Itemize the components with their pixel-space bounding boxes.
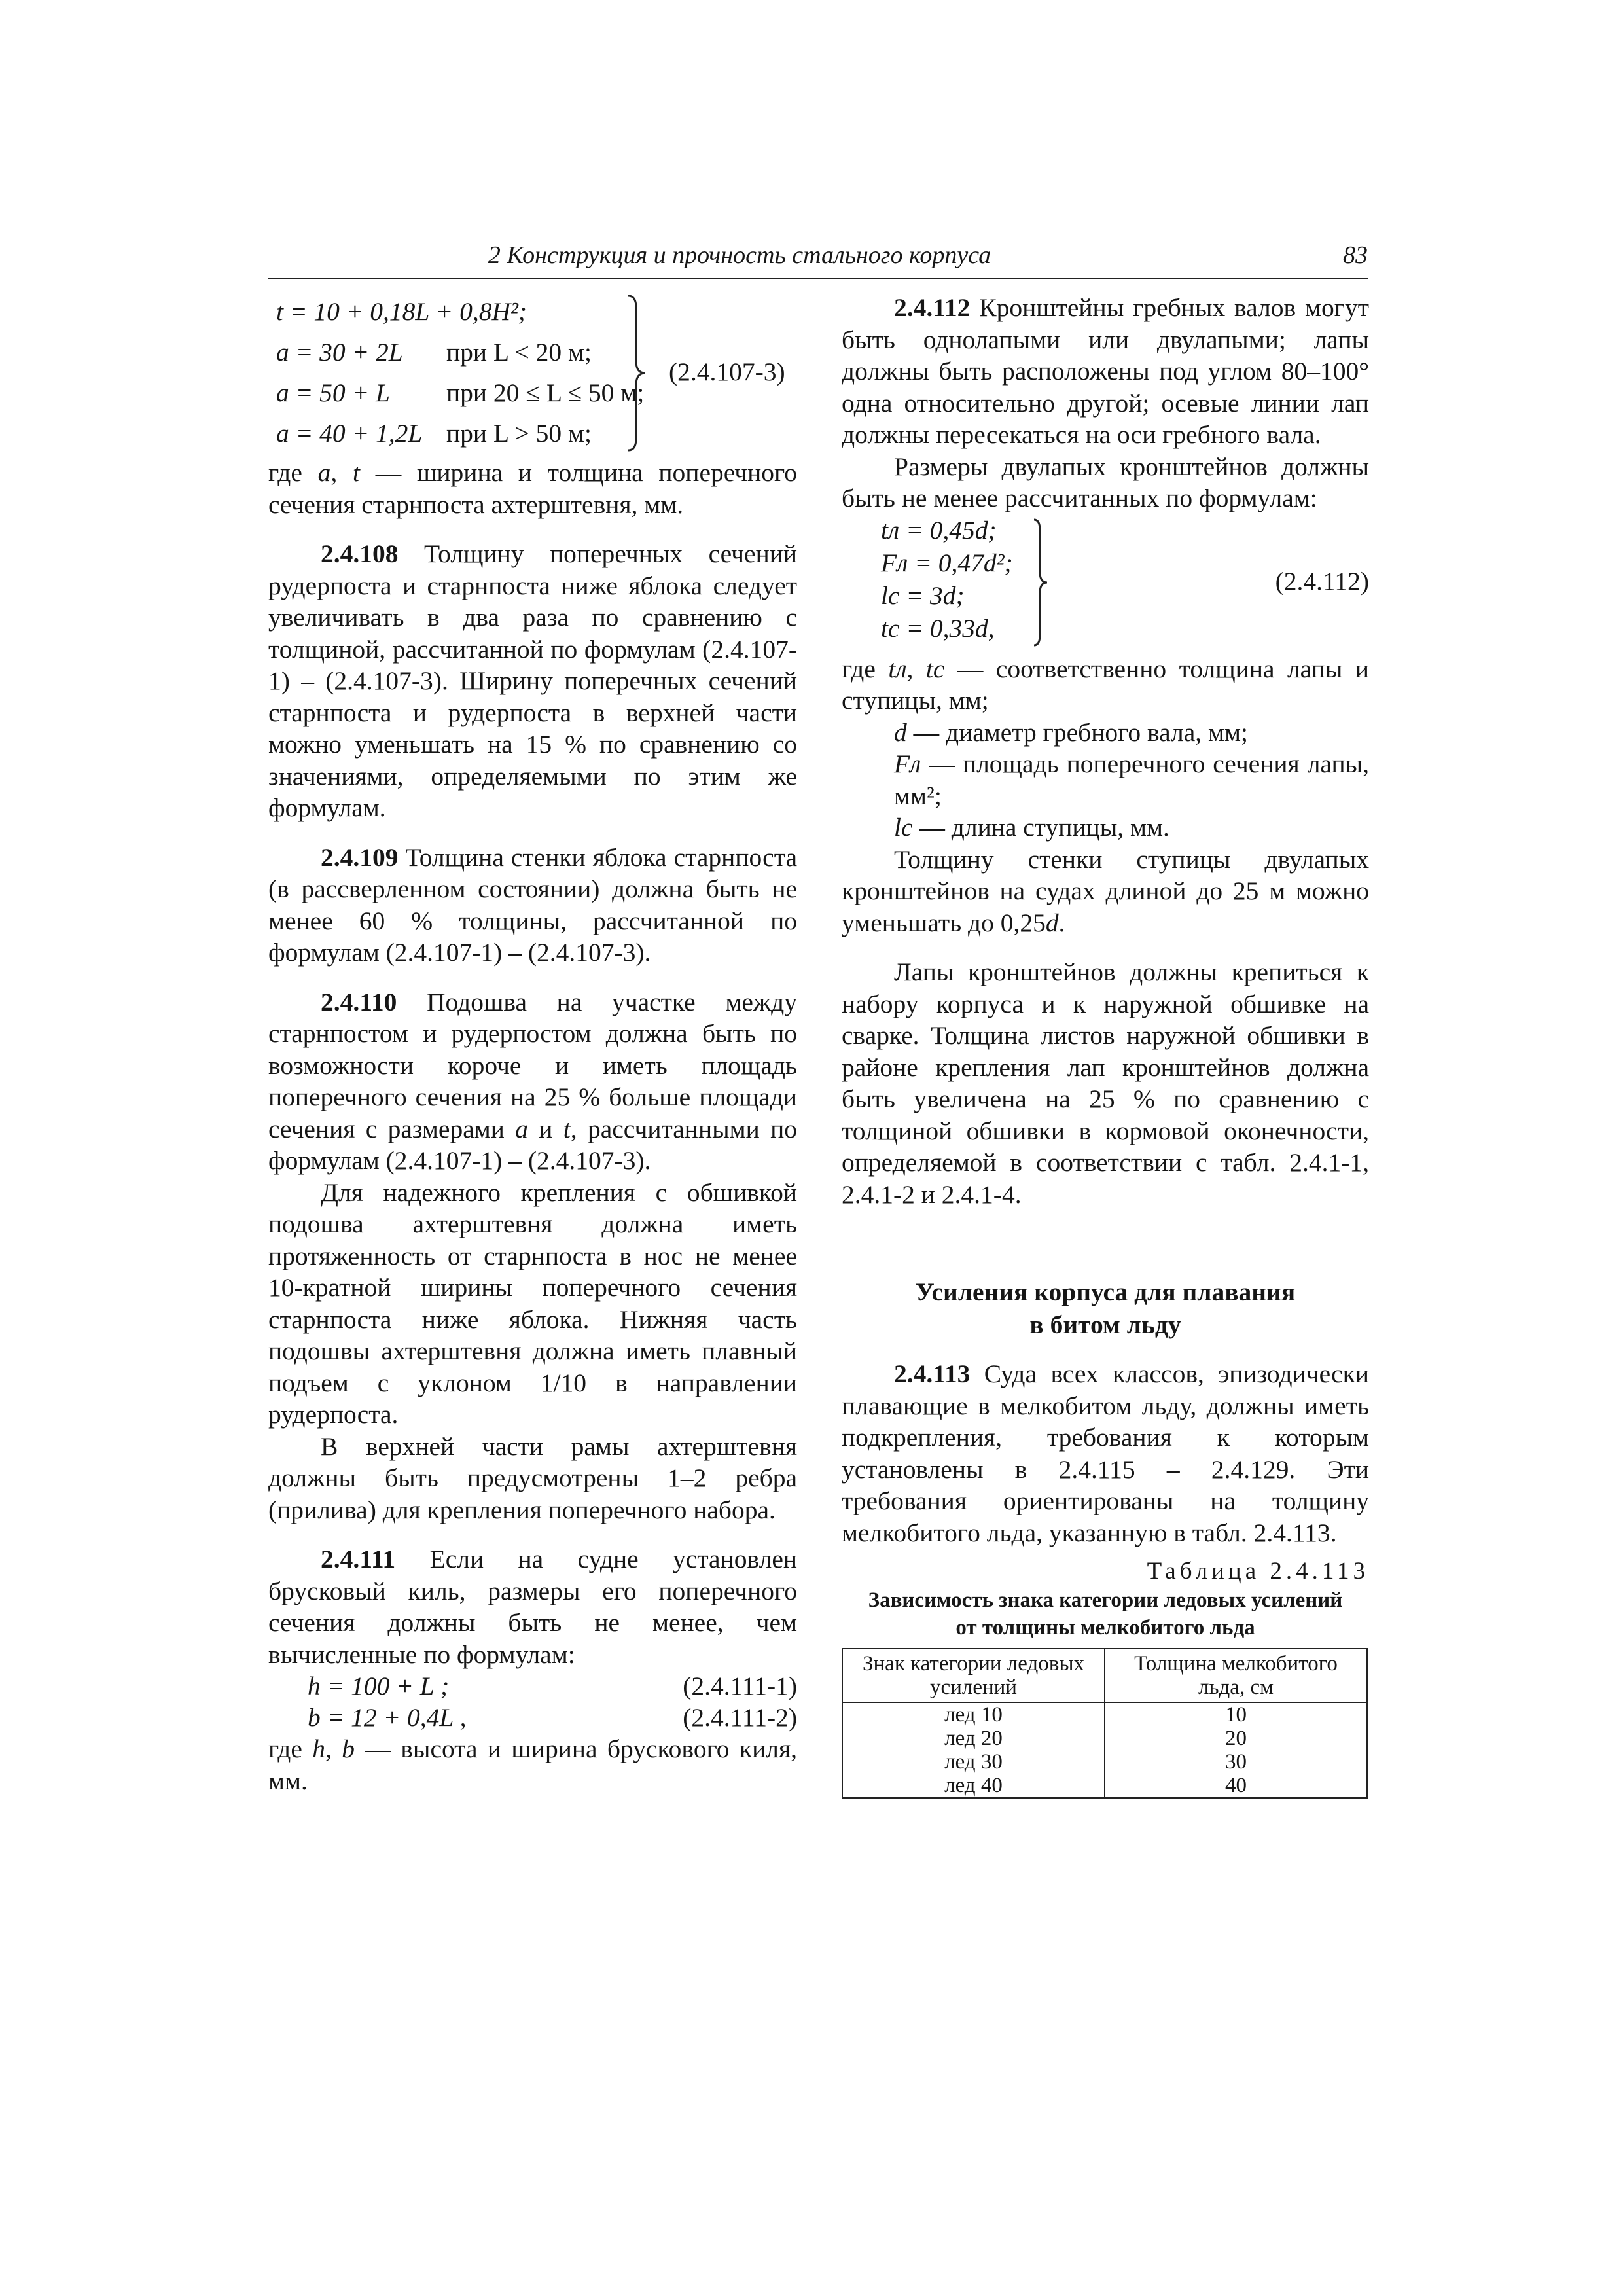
column-header: Знак категории ледовых усилений <box>842 1649 1105 1702</box>
table-title: Зависимость знака категории ледовых усилений от толщины мелкобитого льда <box>868 1588 1343 1640</box>
table-row <box>842 1774 1367 1798</box>
paragraph-2-4-108: 2.4.108 Толщину поперечных сечений рудерпоста и старнпоста ниже яблока следует увеличивать в два раза по сравнению с толщиной, рассчитанной по формулам (2.4.107-1) – (2.4.107-3). Ширину поперечных сечений старнпоста и рудерпоста в верхней части можно уменьшать на 15 % по сравнению со значениями, определяемыми по этим же формулам. <box>268 539 797 822</box>
paragraph-2-4-109: 2.4.109 Толщина стенки яблока старнпоста (в рассверленном состоянии) должна быть не менее 60 % толщины, рассчитанной по формулам (2.4.107-1) – (2.4.107-3). <box>268 842 797 967</box>
where-line-t: где tл, tс — соответственно толщина лапы и ступицы, мм; <box>842 654 1369 715</box>
formula-2-4-111-1: h = 100 + L ; (2.4.111-1) <box>308 1672 797 1700</box>
paragraph-where-a-t: где a, t — ширина и толщина поперечного сечения старнпоста ахтерштевня, мм. <box>268 458 798 519</box>
equation-number: (2.4.107-3) <box>669 357 785 386</box>
where-line-f: Fл — площадь поперечного сечения лапы, мм²; <box>894 749 1369 810</box>
table-cell: 20 <box>1105 1727 1367 1750</box>
equation-number: (2.4.112) <box>1275 566 1369 596</box>
table-cell: 30 <box>1105 1750 1367 1774</box>
page-number: 83 <box>1343 242 1368 269</box>
right-column <box>842 292 1369 1799</box>
formula-line: lс = 3d; <box>881 581 965 610</box>
paragraph-2-4-113: 2.4.113 Суда всех классов, эпизодически плавающие в мелкобитом льду, должны иметь подкрепления, требования к которым установлены в 2.4.115 – 2.4.129. Эти требования ориентированы на толщину мелкобитого льда, указанную в табл. 2.4.113. <box>842 1359 1369 1547</box>
formula-line: tл = 0,45d; <box>881 515 997 545</box>
paragraph-2-4-112: 2.4.112 Кронштейны гребных валов могут быть однолапыми или двулапыми; лапы должны быть расположены под углом 80–100° одна относительно другой; осевые линии лап должны пересекаться на оси гребного вала. <box>842 293 1369 449</box>
table-row <box>842 1750 1367 1774</box>
table-row <box>842 1702 1367 1727</box>
column-header: Толщина мелкобитого льда, см <box>1105 1649 1367 1702</box>
left-column <box>268 292 797 1797</box>
table-cell: 40 <box>1105 1774 1367 1798</box>
formula-2-4-112 <box>842 514 1369 651</box>
formula-line: t = 10 + 0,18L + 0,8H²; <box>276 297 527 326</box>
paragraph-2-4-110-cont-1: Для надежного крепления с обшивкой подошва ахтерштевня должна иметь протяженность от старнпоста в нос не менее 10-кратной ширины поперечного сечения старнпоста ниже яблока. Нижняя часть подошвы ахтерштевня должна иметь плавный подъем с уклоном 1/10 в направлении рудерпоста. <box>268 1177 797 1429</box>
paragraph-2-4-110: 2.4.110 Подошва на участке между старнпостом и рудерпостом должна быть по возможности короче и иметь площадь поперечного сечения на 25 % больше площади сечения с размерами a и t, рассчитанными по формулам (2.4.107-1) – (2.4.107-3). <box>268 987 797 1175</box>
formula-2-4-107-3 <box>268 292 797 454</box>
page-header <box>268 236 1368 279</box>
paragraph-2-4-112-cont-3: Лапы кронштейнов должны крепиться к набору корпуса и к наружной обшивке на сварке. Толщина листов наружной обшивки в районе крепления лап кронштейнов должна быть увеличена на 25 % по сравнению с толщиной обшивки в кормовой оконечности, определяемой в соответствии с табл. 2.4.1-1, 2.4.1-2 и 2.4.1-4. <box>842 958 1369 1209</box>
table-cell: лед 30 <box>842 1750 1105 1774</box>
formula-line: tс = 0,33d, <box>881 613 995 643</box>
running-title: 2 Конструкция и прочность стального корпуса <box>488 242 991 269</box>
paragraph-2-4-112-cont-2: Толщину стенки ступицы двулапых кронштейнов на судах длиной до 25 м можно уменьшать до 0,25d. <box>842 844 1369 937</box>
paragraph-2-4-112-cont: Размеры двулапых кронштейнов должны быть не менее рассчитанных по формулам: <box>842 452 1369 512</box>
table-header-row <box>842 1649 1367 1702</box>
formula-line: a = 30 + 2L при L < 20 м; <box>276 338 592 367</box>
formula-2-4-111-2: b = 12 + 0,4L , (2.4.111-2) <box>308 1703 797 1732</box>
table-cell: лед 40 <box>842 1774 1105 1798</box>
table-caption: Таблица 2.4.113 <box>1147 1558 1369 1585</box>
formula-line: a = 40 + 1,2L при L > 50 м; <box>276 419 592 448</box>
where-line-l: lс — длина ступицы, мм. <box>894 813 1169 842</box>
paragraph-where-h-b: где h, b — высота и ширина брускового киля, мм. <box>268 1734 797 1795</box>
paragraph-2-4-110-cont-2: В верхней части рамы ахтерштевня должны быть предусмотрены 1–2 ребра (прилива) для крепления поперечного набора. <box>268 1431 797 1524</box>
table-cell: лед 10 <box>842 1702 1105 1727</box>
right-brace <box>1033 518 1048 647</box>
paragraph-2-4-111: 2.4.111 Если на судне установлен брусковый киль, размеры его поперечного сечения должны быть не менее, чем вычисленные по формулам: <box>268 1545 797 1669</box>
ice-category-table <box>842 1648 1368 1799</box>
table-row <box>842 1727 1367 1750</box>
right-brace <box>627 295 647 452</box>
where-line-d: d — диаметр гребного вала, мм; <box>894 717 1248 747</box>
formula-line: a = 50 + L при 20 ≤ L ≤ 50 м; <box>276 378 645 407</box>
section-heading: Усиления корпуса для плавания в битом льду <box>915 1278 1296 1339</box>
formula-line: Fл = 0,47d²; <box>881 548 1013 577</box>
table-cell: 10 <box>1105 1702 1367 1727</box>
table-cell: лед 20 <box>842 1727 1105 1750</box>
